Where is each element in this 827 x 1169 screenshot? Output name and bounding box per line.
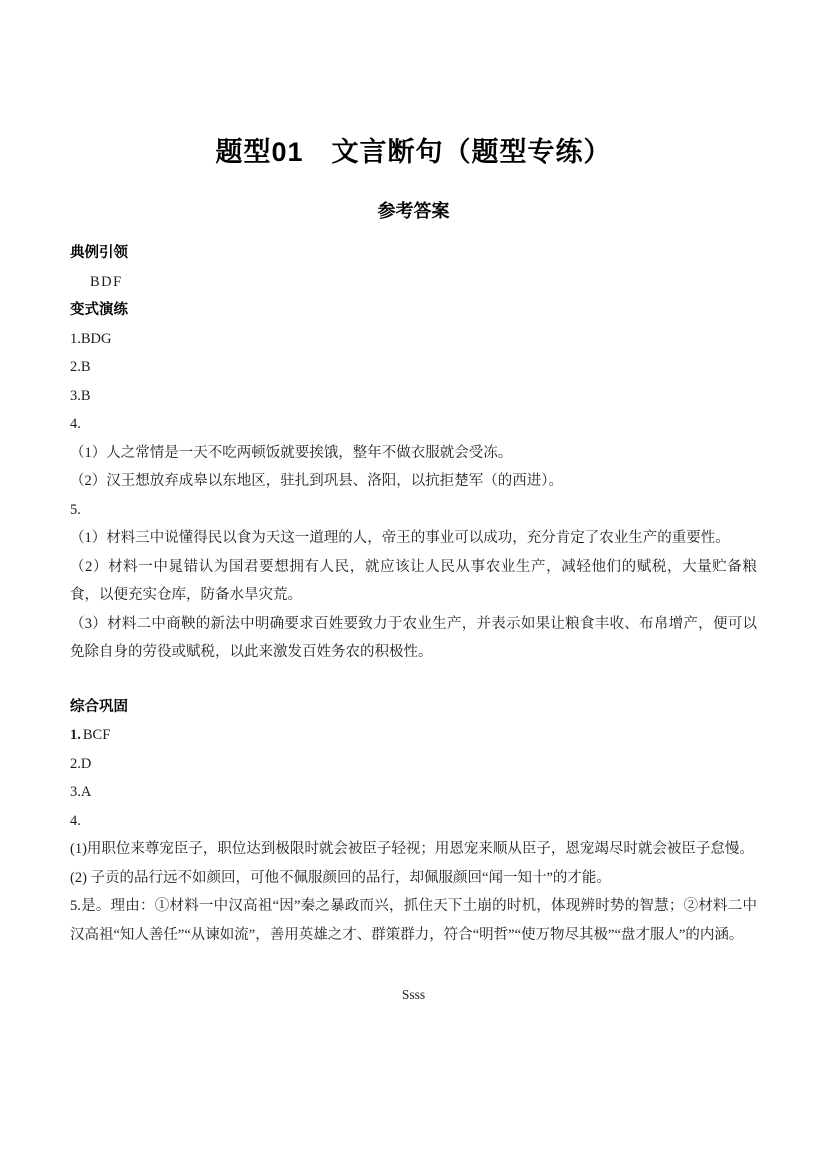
answer-line: 5.是。理由：①材料一中汉高祖“因”秦之暴政而兴，抓住天下土崩的时机，体现辨时势的智慧；②材料二中汉高祖“知人善任”“从谏如流”，善用英雄之才、群策群力，符合“明哲”“使万物尽其极”“盘才服人”的内涵。 bbox=[70, 898, 757, 943]
answer-line: 2.D bbox=[70, 755, 92, 772]
section-heading-dianli-yinling: 典例引领 bbox=[70, 245, 128, 261]
answer-line: (2) 子贡的品行远不如颜回，可他不佩服颜回的品行，却佩服颜回“闻一知十”的才能。 bbox=[70, 869, 611, 886]
answer-line: 2.B bbox=[70, 359, 91, 375]
answer-line: (1)用职位来尊宠臣子，职位达到极限时就会被臣子轻视；用恩宠来顺从臣子，恩宠竭尽时就会被臣子怠慢。 bbox=[70, 841, 754, 857]
answer-line: 4. bbox=[70, 416, 81, 432]
example-answer: BDF bbox=[90, 273, 123, 290]
page-subtitle: 参考答案 bbox=[377, 201, 450, 221]
answer-line: 1.BDG bbox=[70, 330, 112, 347]
answer-line bbox=[70, 721, 757, 750]
answer-line: （2）汉王想放弃成皋以东地区，驻扎到巩县、洛阳，以抗拒楚军（的西进）。 bbox=[70, 473, 563, 489]
section-heading-zonghe-gonggu: 综合巩固 bbox=[70, 698, 128, 715]
answer-line: （1）材料三中说懂得民以食为天这一道理的人，帝王的事业可以成功，充分肯定了农业生产的重要性。 bbox=[70, 530, 730, 546]
answer-line: （2）材料一中晁错认为国君要想拥有人民，就应该让人民从事农业生产，减轻他们的赋税，大量贮备粮食，以便充实仓库，防备水旱灾荒。 bbox=[70, 558, 757, 603]
footer-text: Ssss bbox=[401, 987, 426, 1002]
answer-line: 4. bbox=[70, 812, 81, 829]
section-heading-bianshi-yanlian: 变式演练 bbox=[70, 302, 128, 318]
answer-line: 3.A bbox=[70, 784, 92, 800]
answer-line: （1）人之常情是一天不吃两顿饭就要挨饿，整年不做衣服就会受冻。 bbox=[70, 444, 513, 461]
answer-line: （3）材料二中商鞅的新法中明确要求百姓要致力于农业生产，并表示如果让粮食丰收、布帛增产，便可以免除自身的劳役或赋税，以此来激发百姓务农的积极性。 bbox=[70, 615, 757, 660]
page-title: 题型01 文言断句（题型专练） bbox=[215, 137, 612, 167]
answer-letters: BCF bbox=[82, 727, 111, 743]
answer-line: 3.B bbox=[70, 387, 91, 404]
document-body bbox=[70, 239, 757, 1010]
answer-line: 5. bbox=[70, 501, 81, 518]
answer-number: 1. bbox=[70, 727, 81, 743]
